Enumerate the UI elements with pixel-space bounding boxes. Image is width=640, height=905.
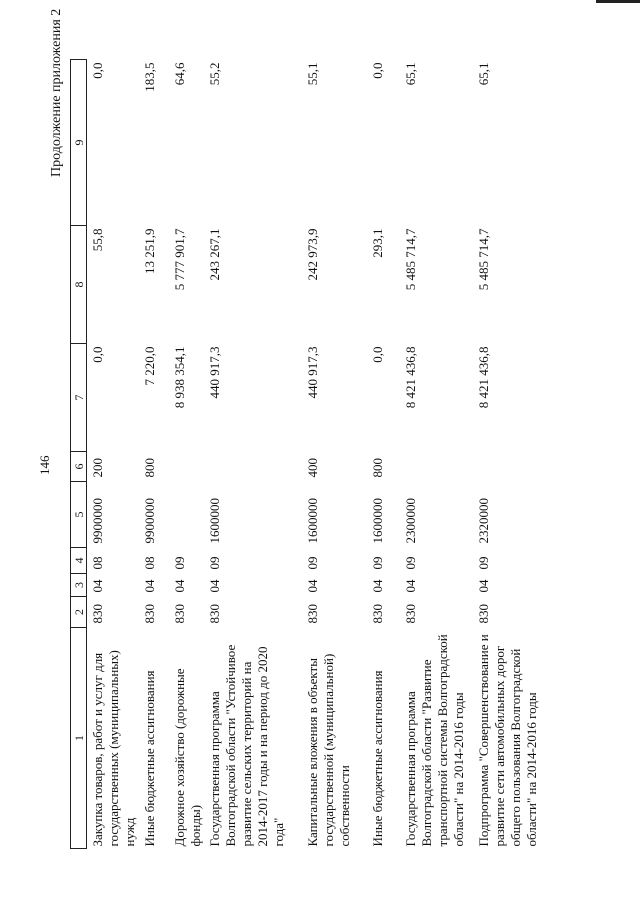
cell-percent: 183,5 [141,62,157,92]
column-header: 6 [71,452,87,482]
cell-ministry: 830 [475,604,491,624]
row-name: Государственная программа Волгоградской области "Устойчивое развитие сельских территорий на 2014-2017 годы и на период до 2020 года" [206,644,286,847]
cell-percent: 55,2 [206,62,222,86]
cell-ministry: 830 [304,604,320,624]
table-row [473,60,546,849]
row-name: Закупка товаров, работ и услуг для государственных (муниципальных) нужд [90,650,137,847]
cell-ministry: 830 [402,604,418,624]
cell-section: 04 [90,579,105,593]
cell-expense-type [169,452,204,482]
cell-target-item: 2320000 [475,498,491,544]
header-row [71,60,87,849]
cell-percent: 65,1 [402,62,418,86]
cell-ministry: 830 [369,604,385,624]
cell-expense-type: 400 [304,458,320,478]
cell-expense-type: 800 [369,458,385,478]
cell-section: 04 [369,579,385,593]
cell-target-item [169,482,204,548]
table-row [139,60,169,849]
cell-subsection: 08 [141,556,157,570]
cell-target-item: 1600000 [369,498,385,544]
cell-subsection: 09 [206,556,222,570]
cell-section: 04 [304,579,320,593]
cell-percent: 65,1 [475,62,491,86]
cell-planned: 0,0 [90,346,105,363]
column-header: 3 [71,574,87,597]
cell-percent: 0,0 [369,62,385,79]
cell-section: 04 [171,579,187,593]
column-header: 2 [71,597,87,628]
cell-executed: 293,1 [369,228,385,258]
cell-subsection: 09 [304,556,320,570]
cell-section: 04 [475,579,491,593]
row-name: Капитальные вложения в объекты государственной (муниципальной) собственности [304,653,352,847]
cell-executed: 243 267,1 [206,228,222,281]
column-header: 1 [71,628,87,849]
cell-executed: 5 777 901,7 [171,228,187,291]
row-name: Подпрограмма "Совершенствование и развитие сети автомобильных дорог общего пользования Волгоградской области" на 2014-2016 годы [475,634,539,847]
cell-ministry: 830 [171,604,187,624]
cell-percent: 55,1 [304,62,320,86]
cell-planned: 8 938 354,1 [171,346,187,409]
cell-expense-type [400,452,473,482]
cell-planned: 7 220,0 [141,346,157,386]
table-row [87,60,139,849]
cell-target-item: 2300000 [402,498,418,544]
cell-executed: 5 485 714,7 [402,228,418,291]
cell-ministry: 830 [206,604,222,624]
row-name: Иные бюджетные ассигнования [369,670,385,847]
table-row [400,60,473,849]
cell-expense-type [473,452,546,482]
column-header: 9 [71,60,87,226]
table-row [367,60,400,849]
column-header: 5 [71,482,87,548]
cell-percent: 0,0 [90,62,105,79]
cell-subsection: 08 [90,556,105,570]
cell-subsection: 09 [171,556,187,570]
column-header: 8 [71,226,87,344]
cell-section: 04 [402,579,418,593]
cell-target-item: 1600000 [206,498,222,544]
page-number: 146 [37,455,52,475]
cell-executed: 5 485 714,7 [475,228,491,291]
row-name: Иные бюджетные ассигнования [141,670,157,847]
row-name: Государственная программа Волгоградской области "Развитие транспортной системы Волгоградской области" на 2014-2016 годы [402,634,466,847]
cell-planned: 8 421 436,8 [475,346,491,409]
cell-planned: 0,0 [369,346,385,363]
cell-subsection: 09 [402,556,418,570]
cell-percent: 64,6 [171,62,187,86]
cell-expense-type [204,452,302,482]
cell-executed: 55,8 [90,228,105,252]
cell-ministry: 830 [90,604,105,624]
table-row [169,60,204,849]
cell-planned: 440 917,3 [206,346,222,399]
row-name: Дорожное хозяйство (дорожные фонды) [171,668,203,847]
column-header: 7 [71,344,87,452]
cell-target-item: 9900000 [90,498,105,544]
cell-expense-type: 200 [90,458,105,478]
table-row [302,60,367,849]
budget-table [70,59,546,849]
cell-executed: 13 251,9 [141,228,157,274]
cell-subsection: 09 [369,556,385,570]
cell-planned: 440 917,3 [304,346,320,399]
cell-target-item: 1600000 [304,498,320,544]
cell-section: 04 [206,579,222,593]
cell-ministry: 830 [141,604,157,624]
cell-executed: 242 973,9 [304,228,320,281]
cell-expense-type: 800 [141,458,157,478]
continuation-label: Продолжение приложения 2 [49,8,64,177]
cell-planned: 8 421 436,8 [402,346,418,409]
cell-section: 04 [141,579,157,593]
table-row [204,60,302,849]
cell-subsection: 09 [475,556,491,570]
cell-target-item: 9900000 [141,498,157,544]
column-header: 4 [71,548,87,574]
